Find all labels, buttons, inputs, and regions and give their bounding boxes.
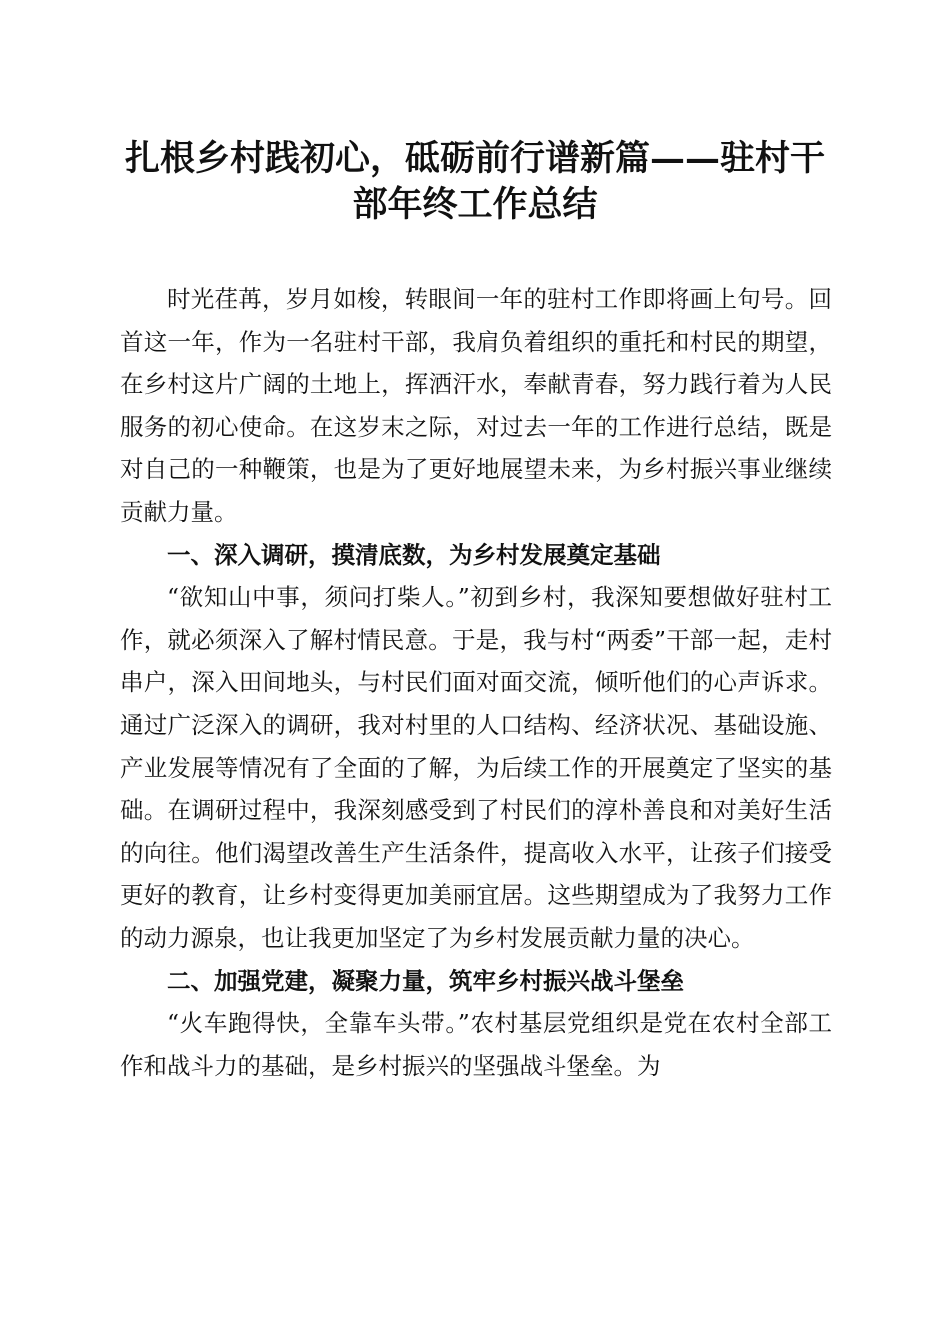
section-paragraph-2: “火车跑得快，全靠车头带。”农村基层党组织是党在农村全部工作和战斗力的基础，是乡村振兴的坚强战斗堡垒。为 [120,1009,832,1080]
document-body [120,278,832,1087]
section-heading-1: 一、深入调研，摸清底数，为乡村发展奠定基础 [167,540,661,569]
document-title: 扎根乡村践初心，砥砺前行谱新篇——驻村干部年终工作总结 [124,138,825,225]
section-heading-2: 二、加强党建，凝聚力量，筑牢乡村振兴战斗堡垒 [167,966,684,995]
intro-paragraph: 时光荏苒，岁月如梭，转眼间一年的驻村工作即将画上句号。回首这一年，作为一名驻村干部，我肩负着组织的重托和村民的期望，在乡村这片广阔的土地上，挥洒汗水，奉献青春，努力践行着为人民服务的初心使命。在这岁末之际，对过去一年的工作进行总结，既是对自己的一种鞭策，也是为了更好地展望未来，为乡村振兴事业继续贡献力量。 [120,285,832,526]
section-paragraph-1: “欲知山中事，须问打柴人。”初到乡村，我深知要想做好驻村工作，就必须深入了解村情民意。于是，我与村“两委”干部一起，走村串户，深入田间地头，与村民们面对面交流，倾听他们的心声诉求。通过广泛深入的调研，我对村里的人口结构、经济状况、基础设施、产业发展等情况有了全面的了解，为后续工作的开展奠定了坚实的基础。在调研过程中，我深刻感受到了村民们的淳朴善良和对美好生活的向往。他们渴望改善生产生活条件，提高收入水平，让孩子们接受更好的教育，让乡村变得更加美丽宜居。这些期望成为了我努力工作的动力源泉，也让我更加坚定了为乡村发展贡献力量的决心。 [120,583,832,952]
